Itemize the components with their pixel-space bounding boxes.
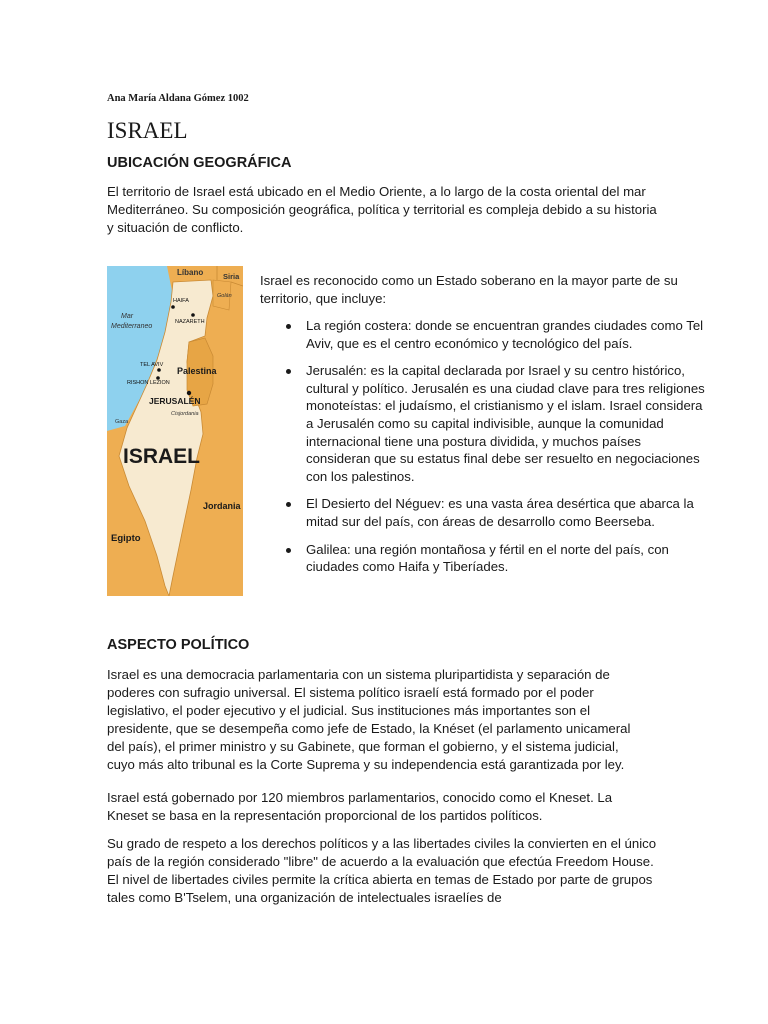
map-label-cisjordania: Cisjordania [171,411,199,417]
author-line: Ana María Aldana Gómez 1002 [107,93,249,104]
regions-list [286,317,706,586]
section-heading-politico: ASPECTO POLÍTICO [107,637,250,653]
list-item: La región costera: donde se encuentran grandes ciudades como Tel Aviv, que es el centro económico y tecnológico del país. [286,317,706,352]
map-marker-jerusalen [187,391,191,395]
geo-paragraph: El territorio de Israel está ubicado en el Medio Oriente, a lo largo de la costa oriental del mar Mediterráneo. Su composición geográfica, política y territorial es compleja debido a su historia y situación de conflicto. [107,184,657,235]
politico-paragraph-1: Israel es una democracia parlamentaria con un sistema pluripartidista y separación de poderes con sufragio universal. El sistema político israelí está formado por el poder legislativo, el poder ejecutivo y el judicial. Sus instituciones más importantes son el presidente, que se desempeña como jefe de Estado, la Knéset (el parlamento unicameral del país), el primer ministro y su Gabinete, que forman el gobierno, y el sistema judicial, cuyo más alto tribunal es la Corte Suprema y su independencia está garantizada por ley. [107,667,631,772]
politico-paragraph-3: Su grado de respeto a los derechos políticos y a las libertades civiles la convierten en el único país de la región considerado "libre" de acuerdo a la evaluación que efectúa Freedom House. El nivel de libertades civiles permite la crítica abierta en temas de Estado por parte de grupos tales como B'Tselem, una organización de intelectuales israelíes de [107,836,657,905]
map-marker-telaviv [157,368,161,372]
list-item: El Desierto del Néguev: es una vasta área desértica que abarca la mitad sur del país, con áreas de desarrollo como Beerseba. [286,495,706,530]
map-label-mediterraneo: Mediterraneo [111,323,153,330]
map-label-siria: Siria [223,272,240,281]
map-label-israel: ISRAEL [123,445,201,468]
map-label-mar: Mar [121,313,134,320]
map-label-palestina: Palestina [177,366,217,376]
map-marker-nazareth [191,313,195,317]
map-label-nazareth: NAZARETH [175,319,205,325]
map-label-jerusalen: JERUSALÉN [149,396,201,406]
list-item: Jerusalén: es la capital declarada por Israel y su centro histórico, cultural y político. Jerusalén es una ciudad clave para tres religiones monoteístas: el judaísmo, el cristianismo y el islam. Israel considera a Jerusalén como su capital indivisible, aunque la comunidad internacional tiene una postura dividida, y muchos países consideran que su estatus final debe ser resuelto en negociaciones con los palestinos. [286,362,706,485]
map-label-jordania: Jordania [203,501,241,511]
section-heading-geografia: UBICACIÓN GEOGRÁFICA [107,155,292,171]
map-marker-haifa [171,305,175,309]
document-title: ISRAEL [107,118,188,143]
map-label-rishon: RISHON LEZION [127,380,170,386]
map-label-libano: Líbano [177,268,204,277]
map-label-egipto: Egipto [111,533,141,544]
israel-map [107,266,243,596]
geo-intro: Israel es reconocido como un Estado soberano en la mayor parte de su territorio, que incluye: [260,273,678,306]
map-label-gaza: Gaza [115,419,129,425]
list-item: Galilea: una región montañosa y fértil en el norte del país, con ciudades como Haifa y Tiberíades. [286,541,706,576]
map-label-golan: Golán [217,293,232,299]
map-label-telaviv: TEL AVIV [140,362,164,368]
politico-paragraph-2: Israel está gobernado por 120 miembros parlamentarios, conocido como el Kneset. La Kneset se basa en la representación proporcional de los partidos políticos. [107,790,613,823]
map-label-haifa: HAIFA [173,298,189,304]
